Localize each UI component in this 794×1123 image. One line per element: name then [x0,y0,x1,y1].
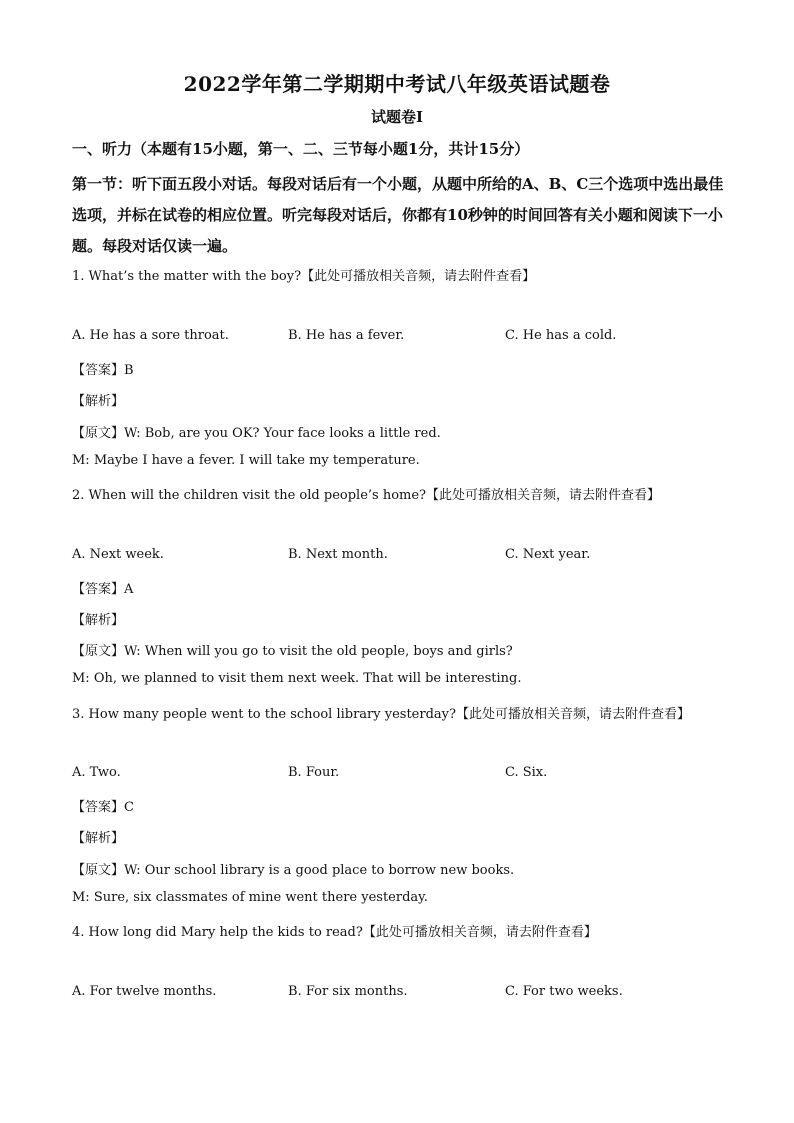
option-a: A. He has a sore throat. [72,328,229,343]
answer-label: 【答案】B [72,363,134,378]
option-b: B. Four. [288,765,340,780]
option-a: A. Two. [72,765,121,780]
answer-label: 【答案】A [72,582,134,597]
option-c: C. For two weeks. [505,984,623,999]
section-instructions: 第一节：听下面五段小对话。每段对话后有一个小题，从题中所给的A、B、C三个选项中选出最佳选项，并标在试卷的相应位置。听完每段对话后，你都有10秒钟的时间回答有关小题和阅读下一小题。每段对话仅读一遍。 [72,175,724,255]
transcript-line: 【原文】W: Bob, are you OK? Your face looks a little red. [72,426,441,441]
question-stem: 3. How many people went to the school library yesterday?【此处可播放相关音频，请去附件查看】 [72,707,690,722]
option-a: A. Next week. [72,547,164,562]
analysis-label: 【解析】 [72,831,125,846]
option-c: C. Six. [505,765,548,780]
question-stem: 1. What’s the matter with the boy?【此处可播放相关音频，请去附件查看】 [72,269,536,284]
question-stem: 2. When will the children visit the old people’s home?【此处可播放相关音频，请去附件查看】 [72,488,661,503]
page-title: 2022学年第二学期期中考试八年级英语试题卷 [183,72,611,96]
transcript-line: M: Oh, we planned to visit them next week. That will be interesting. [72,671,522,686]
option-a: A. For twelve months. [72,984,217,999]
transcript-line: M: Sure, six classmates of mine went there yesterday. [72,890,428,905]
analysis-label: 【解析】 [72,613,125,628]
option-c: C. Next year. [505,547,591,562]
question-stem: 4. How long did Mary help the kids to read?【此处可播放相关音频，请去附件查看】 [72,925,597,940]
option-b: B. He has a fever. [288,328,405,343]
transcript-line: M: Maybe I have a fever. I will take my temperature. [72,453,420,468]
transcript-line: 【原文】W: Our school library is a good place to borrow new books. [72,863,515,878]
option-b: B. For six months. [288,984,408,999]
transcript-line: 【原文】W: When will you go to visit the old people, boys and girls? [72,644,513,659]
option-c: C. He has a cold. [505,328,617,343]
option-b: B. Next month. [288,547,388,562]
section-heading: 一、听力（本题有15小题，第一、二、三节每小题1分，共计15分） [72,140,530,158]
analysis-label: 【解析】 [72,394,125,409]
answer-label: 【答案】C [72,800,134,815]
paper-subtitle: 试题卷Ⅰ [370,108,424,126]
